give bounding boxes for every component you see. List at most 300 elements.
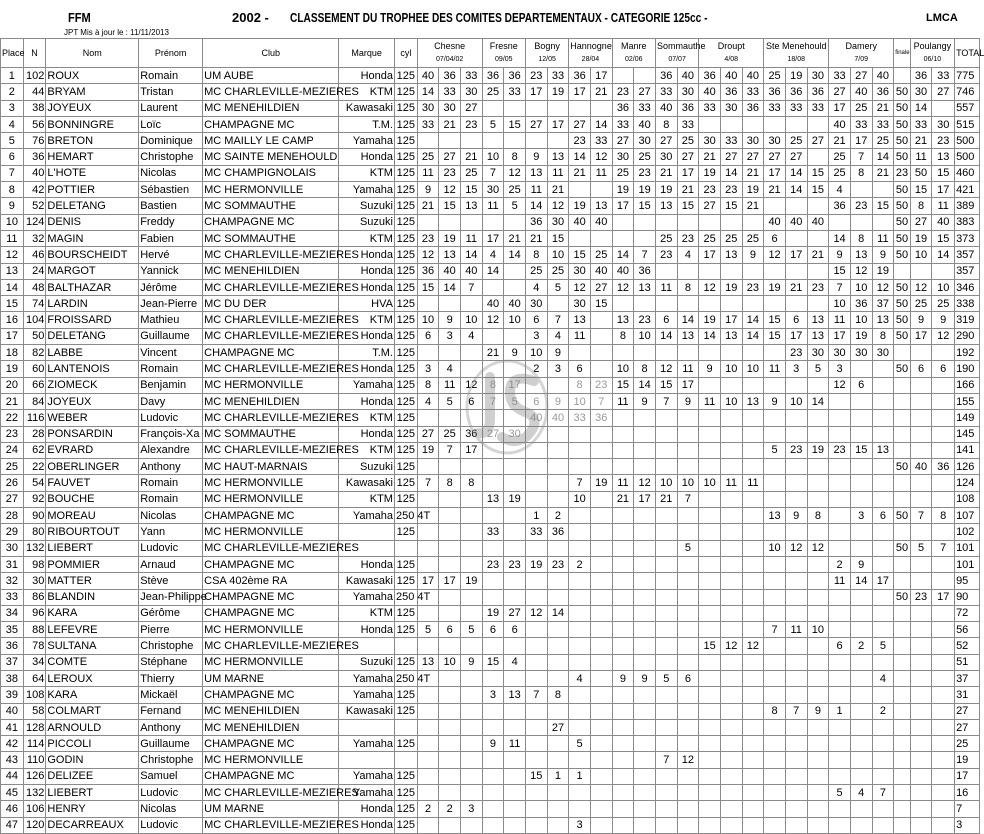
- points-cell: [720, 687, 742, 703]
- points-cell: 17: [829, 100, 851, 116]
- firstname-cell: Mathieu: [139, 312, 203, 328]
- points-cell: 36: [504, 68, 526, 84]
- points-cell: [764, 377, 786, 393]
- points-cell: 30: [699, 133, 721, 149]
- points-cell: [742, 736, 764, 752]
- points-cell: [807, 263, 829, 279]
- firstname-cell: Fabien: [139, 230, 203, 246]
- cyl-cell: 125: [394, 703, 417, 719]
- points-cell: [612, 459, 634, 475]
- points-cell: [720, 508, 742, 524]
- points-cell: 23: [807, 279, 829, 295]
- points-cell: [910, 654, 932, 670]
- brand-cell: Honda: [339, 426, 395, 442]
- points-cell: [439, 345, 461, 361]
- page-title: CLASSEMENT DU TROPHEE DES COMITES DEPARTEMENTAUX - CATEGORIE 125cc -: [290, 10, 708, 25]
- firstname-cell: Hervé: [139, 247, 203, 263]
- table-row: [1, 165, 980, 181]
- points-cell: [417, 345, 439, 361]
- points-cell: [569, 622, 591, 638]
- points-cell: [482, 508, 504, 524]
- place-cell: 35: [1, 622, 24, 638]
- points-cell: [742, 377, 764, 393]
- points-cell: [850, 524, 872, 540]
- points-cell: [932, 752, 955, 768]
- points-cell: 17: [460, 442, 482, 458]
- points-cell: [417, 736, 439, 752]
- table-row: [1, 540, 980, 556]
- points-cell: 6: [569, 361, 591, 377]
- points-cell: [590, 768, 612, 784]
- points-cell: [872, 801, 894, 817]
- points-cell: 17: [932, 589, 955, 605]
- firstname-cell: Ludovic: [139, 410, 203, 426]
- points-cell: 50: [894, 361, 911, 377]
- points-cell: 10: [634, 328, 656, 344]
- points-cell: 25: [547, 263, 569, 279]
- points-cell: 7: [829, 279, 851, 295]
- points-cell: 6: [764, 230, 786, 246]
- points-cell: 19: [569, 198, 591, 214]
- total-cell: 421: [955, 182, 980, 198]
- points-cell: [910, 573, 932, 589]
- points-cell: 5: [829, 785, 851, 801]
- firstname-cell: Yannick: [139, 263, 203, 279]
- points-cell: 50: [894, 279, 911, 295]
- points-cell: [742, 263, 764, 279]
- points-cell: [742, 752, 764, 768]
- points-cell: [482, 703, 504, 719]
- points-cell: 7: [785, 703, 807, 719]
- points-cell: [590, 752, 612, 768]
- points-cell: [785, 801, 807, 817]
- points-cell: [742, 296, 764, 312]
- points-cell: 23: [525, 68, 547, 84]
- points-cell: [677, 654, 699, 670]
- points-cell: 23: [634, 165, 656, 181]
- cyl-cell: 125: [394, 68, 417, 84]
- club-cell: MC HERMONVILLE: [203, 182, 339, 198]
- points-cell: [677, 622, 699, 638]
- points-cell: [829, 719, 851, 735]
- points-cell: [720, 116, 742, 132]
- total-cell: 515: [955, 116, 980, 132]
- points-cell: [677, 263, 699, 279]
- points-cell: 23: [655, 247, 677, 263]
- points-cell: 15: [910, 182, 932, 198]
- event-6-date: 4/08: [699, 53, 764, 68]
- points-cell: [482, 638, 504, 654]
- points-cell: [894, 638, 911, 654]
- number-cell: 98: [23, 556, 46, 572]
- points-cell: 27: [850, 68, 872, 84]
- firstname-cell: Nicolas: [139, 801, 203, 817]
- points-cell: [569, 540, 591, 556]
- points-cell: [764, 589, 786, 605]
- brand-cell: Kawasaki: [339, 573, 395, 589]
- number-cell: 24: [23, 263, 46, 279]
- points-cell: [504, 263, 526, 279]
- points-cell: [932, 263, 955, 279]
- points-cell: [655, 785, 677, 801]
- cyl-cell: 125: [394, 296, 417, 312]
- table-row: [1, 736, 980, 752]
- points-cell: 9: [439, 312, 461, 328]
- points-cell: [439, 687, 461, 703]
- points-cell: [504, 459, 526, 475]
- points-cell: 3: [829, 361, 851, 377]
- points-cell: 40: [850, 84, 872, 100]
- points-cell: 7: [525, 687, 547, 703]
- points-cell: 13: [720, 328, 742, 344]
- name-cell: FROISSARD: [46, 312, 139, 328]
- points-cell: [850, 182, 872, 198]
- name-cell: PONSARDIN: [46, 426, 139, 442]
- table-row: [1, 801, 980, 817]
- points-cell: 3: [547, 361, 569, 377]
- points-cell: [590, 182, 612, 198]
- name-cell: DECARREAUX: [46, 817, 139, 833]
- table-row: [1, 214, 980, 230]
- points-cell: [785, 556, 807, 572]
- points-cell: [504, 214, 526, 230]
- points-cell: 17: [764, 165, 786, 181]
- cyl-cell: 125: [394, 605, 417, 621]
- cyl-cell: 125: [394, 622, 417, 638]
- points-cell: 8: [850, 165, 872, 181]
- points-cell: 50: [894, 459, 911, 475]
- points-cell: 9: [764, 393, 786, 409]
- points-cell: 50: [894, 247, 911, 263]
- points-cell: 11: [525, 182, 547, 198]
- points-cell: [720, 410, 742, 426]
- points-cell: [894, 785, 911, 801]
- points-cell: [829, 817, 851, 833]
- points-cell: [699, 605, 721, 621]
- col-finale: finale: [894, 39, 911, 68]
- points-cell: [460, 296, 482, 312]
- points-cell: 5: [504, 393, 526, 409]
- place-cell: 28: [1, 508, 24, 524]
- points-cell: [439, 508, 461, 524]
- points-cell: [590, 100, 612, 116]
- points-cell: 25: [829, 149, 851, 165]
- brand-cell: Honda: [339, 556, 395, 572]
- points-cell: 7: [547, 312, 569, 328]
- points-cell: [872, 426, 894, 442]
- club-cell: CHAMPAGNE MC: [203, 508, 339, 524]
- points-cell: [482, 670, 504, 686]
- club-cell: MC HERMONVILLE: [203, 524, 339, 540]
- points-cell: [569, 752, 591, 768]
- points-cell: [932, 377, 955, 393]
- points-cell: 21: [590, 84, 612, 100]
- name-cell: LEFEVRE: [46, 622, 139, 638]
- points-cell: 19: [850, 328, 872, 344]
- cyl-cell: 125: [394, 345, 417, 361]
- points-cell: 1: [569, 768, 591, 784]
- points-cell: [932, 442, 955, 458]
- number-cell: 108: [23, 687, 46, 703]
- points-cell: [569, 508, 591, 524]
- points-cell: 50: [894, 198, 911, 214]
- points-cell: [699, 817, 721, 833]
- points-cell: 40: [547, 410, 569, 426]
- name-cell: HENRY: [46, 801, 139, 817]
- col-number: N: [23, 39, 46, 68]
- points-cell: [612, 540, 634, 556]
- points-cell: 40: [590, 263, 612, 279]
- points-cell: [677, 573, 699, 589]
- points-cell: [720, 785, 742, 801]
- points-cell: 7: [932, 540, 955, 556]
- number-cell: 54: [23, 475, 46, 491]
- points-cell: [807, 116, 829, 132]
- points-cell: [932, 687, 955, 703]
- points-cell: [634, 573, 656, 589]
- points-cell: [634, 345, 656, 361]
- points-cell: [590, 328, 612, 344]
- points-cell: [720, 377, 742, 393]
- points-cell: [720, 491, 742, 507]
- points-cell: 27: [655, 133, 677, 149]
- points-cell: 17: [720, 312, 742, 328]
- points-cell: 21: [482, 345, 504, 361]
- points-cell: [460, 703, 482, 719]
- number-cell: 80: [23, 524, 46, 540]
- points-cell: [439, 719, 461, 735]
- points-cell: [590, 687, 612, 703]
- firstname-cell: Pierre: [139, 622, 203, 638]
- firstname-cell: Jérôme: [139, 279, 203, 295]
- points-cell: [569, 100, 591, 116]
- points-cell: [785, 230, 807, 246]
- name-cell: JOYEUX: [46, 393, 139, 409]
- points-cell: [634, 230, 656, 246]
- points-cell: [417, 524, 439, 540]
- table-row: [1, 361, 980, 377]
- brand-cell: Honda: [339, 817, 395, 833]
- points-cell: 23: [932, 133, 955, 149]
- points-cell: [655, 442, 677, 458]
- points-cell: [699, 442, 721, 458]
- points-cell: [894, 654, 911, 670]
- points-cell: [504, 279, 526, 295]
- points-cell: [932, 426, 955, 442]
- table-row: [1, 116, 980, 132]
- points-cell: [612, 589, 634, 605]
- col-place: Place: [1, 39, 24, 68]
- table-row: [1, 100, 980, 116]
- points-cell: [417, 752, 439, 768]
- points-cell: [634, 605, 656, 621]
- name-cell: SULTANA: [46, 638, 139, 654]
- points-cell: 15: [699, 638, 721, 654]
- points-cell: [742, 426, 764, 442]
- name-cell: DENIS: [46, 214, 139, 230]
- cyl-cell: 250 4T: [394, 589, 417, 605]
- points-cell: 13: [612, 312, 634, 328]
- points-cell: 33: [460, 68, 482, 84]
- points-cell: 23: [699, 182, 721, 198]
- points-cell: [699, 622, 721, 638]
- number-cell: 40: [23, 165, 46, 181]
- brand-cell: Honda: [339, 68, 395, 84]
- total-cell: 290: [955, 328, 980, 344]
- points-cell: [590, 654, 612, 670]
- points-cell: 23: [612, 84, 634, 100]
- total-cell: 126: [955, 459, 980, 475]
- points-cell: [910, 638, 932, 654]
- club-cell: MC HERMONVILLE: [203, 491, 339, 507]
- event-2-date: 12/05: [525, 53, 568, 68]
- points-cell: [764, 410, 786, 426]
- total-cell: 338: [955, 296, 980, 312]
- points-cell: [612, 426, 634, 442]
- points-cell: [872, 410, 894, 426]
- points-cell: 23: [829, 442, 851, 458]
- points-cell: [590, 801, 612, 817]
- table-row: [1, 491, 980, 507]
- club-cell: MC MENEHILDIEN: [203, 393, 339, 409]
- points-cell: [872, 524, 894, 540]
- points-cell: 7: [677, 491, 699, 507]
- number-cell: 106: [23, 801, 46, 817]
- place-cell: 18: [1, 345, 24, 361]
- points-cell: 23: [894, 165, 911, 181]
- points-cell: [612, 573, 634, 589]
- points-cell: 5: [807, 361, 829, 377]
- points-cell: [525, 670, 547, 686]
- points-cell: 21: [655, 165, 677, 181]
- points-cell: [612, 605, 634, 621]
- points-cell: 5: [655, 670, 677, 686]
- points-cell: [504, 410, 526, 426]
- points-cell: 10: [932, 279, 955, 295]
- points-cell: 10: [482, 149, 504, 165]
- points-cell: 15: [525, 768, 547, 784]
- points-cell: 10: [764, 540, 786, 556]
- points-cell: [612, 442, 634, 458]
- total-cell: 460: [955, 165, 980, 181]
- points-cell: 21: [910, 133, 932, 149]
- points-cell: [460, 508, 482, 524]
- points-cell: [547, 654, 569, 670]
- points-cell: 27: [720, 149, 742, 165]
- points-cell: 4: [504, 654, 526, 670]
- points-cell: [460, 785, 482, 801]
- points-cell: [504, 752, 526, 768]
- points-cell: [720, 622, 742, 638]
- points-cell: 50: [894, 508, 911, 524]
- name-cell: MAGIN: [46, 230, 139, 246]
- points-cell: [932, 670, 955, 686]
- total-cell: 319: [955, 312, 980, 328]
- points-cell: [742, 508, 764, 524]
- points-cell: [504, 540, 526, 556]
- points-cell: [569, 573, 591, 589]
- points-cell: [829, 410, 851, 426]
- event-2-name: Bogny: [525, 39, 568, 54]
- points-cell: [829, 752, 851, 768]
- points-cell: 6: [872, 508, 894, 524]
- points-cell: [850, 654, 872, 670]
- event-5-date: 07/07: [655, 53, 698, 68]
- points-cell: 2: [417, 801, 439, 817]
- points-cell: [699, 703, 721, 719]
- points-cell: [569, 524, 591, 540]
- points-cell: [872, 540, 894, 556]
- points-cell: 17: [677, 165, 699, 181]
- points-cell: 36: [569, 68, 591, 84]
- points-cell: 13: [764, 508, 786, 524]
- total-cell: 102: [955, 524, 980, 540]
- firstname-cell: Ludovic: [139, 540, 203, 556]
- points-cell: 27: [634, 84, 656, 100]
- points-cell: 12: [764, 247, 786, 263]
- points-cell: [785, 524, 807, 540]
- points-cell: 9: [525, 149, 547, 165]
- cyl-cell: 125: [394, 768, 417, 784]
- points-cell: 8: [460, 475, 482, 491]
- table-row: [1, 312, 980, 328]
- points-cell: 11: [677, 361, 699, 377]
- points-cell: 13: [655, 198, 677, 214]
- table-row: [1, 198, 980, 214]
- points-cell: [829, 475, 851, 491]
- points-cell: 15: [417, 279, 439, 295]
- points-cell: [525, 752, 547, 768]
- brand-cell: KTM: [339, 410, 395, 426]
- points-cell: [872, 687, 894, 703]
- points-cell: [634, 622, 656, 638]
- points-cell: [655, 638, 677, 654]
- points-cell: [932, 638, 955, 654]
- points-cell: 3: [482, 687, 504, 703]
- points-cell: [699, 263, 721, 279]
- points-cell: [829, 540, 851, 556]
- points-cell: [932, 393, 955, 409]
- points-cell: [829, 768, 851, 784]
- points-cell: 9: [504, 345, 526, 361]
- points-cell: [910, 556, 932, 572]
- points-cell: 7: [569, 475, 591, 491]
- points-cell: [910, 670, 932, 686]
- brand-cell: [339, 752, 395, 768]
- points-cell: 15: [807, 165, 829, 181]
- club-cell: MC MENEHILDIEN: [203, 719, 339, 735]
- points-cell: 23: [720, 182, 742, 198]
- points-cell: [504, 768, 526, 784]
- points-cell: 40: [872, 68, 894, 84]
- points-cell: [655, 556, 677, 572]
- points-cell: 9: [910, 312, 932, 328]
- points-cell: [525, 475, 547, 491]
- points-cell: 25: [439, 426, 461, 442]
- points-cell: 14: [655, 328, 677, 344]
- points-cell: 33: [720, 133, 742, 149]
- club-cell: MC DU DER: [203, 296, 339, 312]
- points-cell: 15: [460, 182, 482, 198]
- points-cell: [894, 719, 911, 735]
- name-cell: BOUCHE: [46, 491, 139, 507]
- points-cell: 12: [829, 377, 851, 393]
- firstname-cell: Guillaume: [139, 736, 203, 752]
- points-cell: [932, 573, 955, 589]
- points-cell: [764, 768, 786, 784]
- name-cell: L'HOTE: [46, 165, 139, 181]
- club-cell: CHAMPAGNE MC: [203, 116, 339, 132]
